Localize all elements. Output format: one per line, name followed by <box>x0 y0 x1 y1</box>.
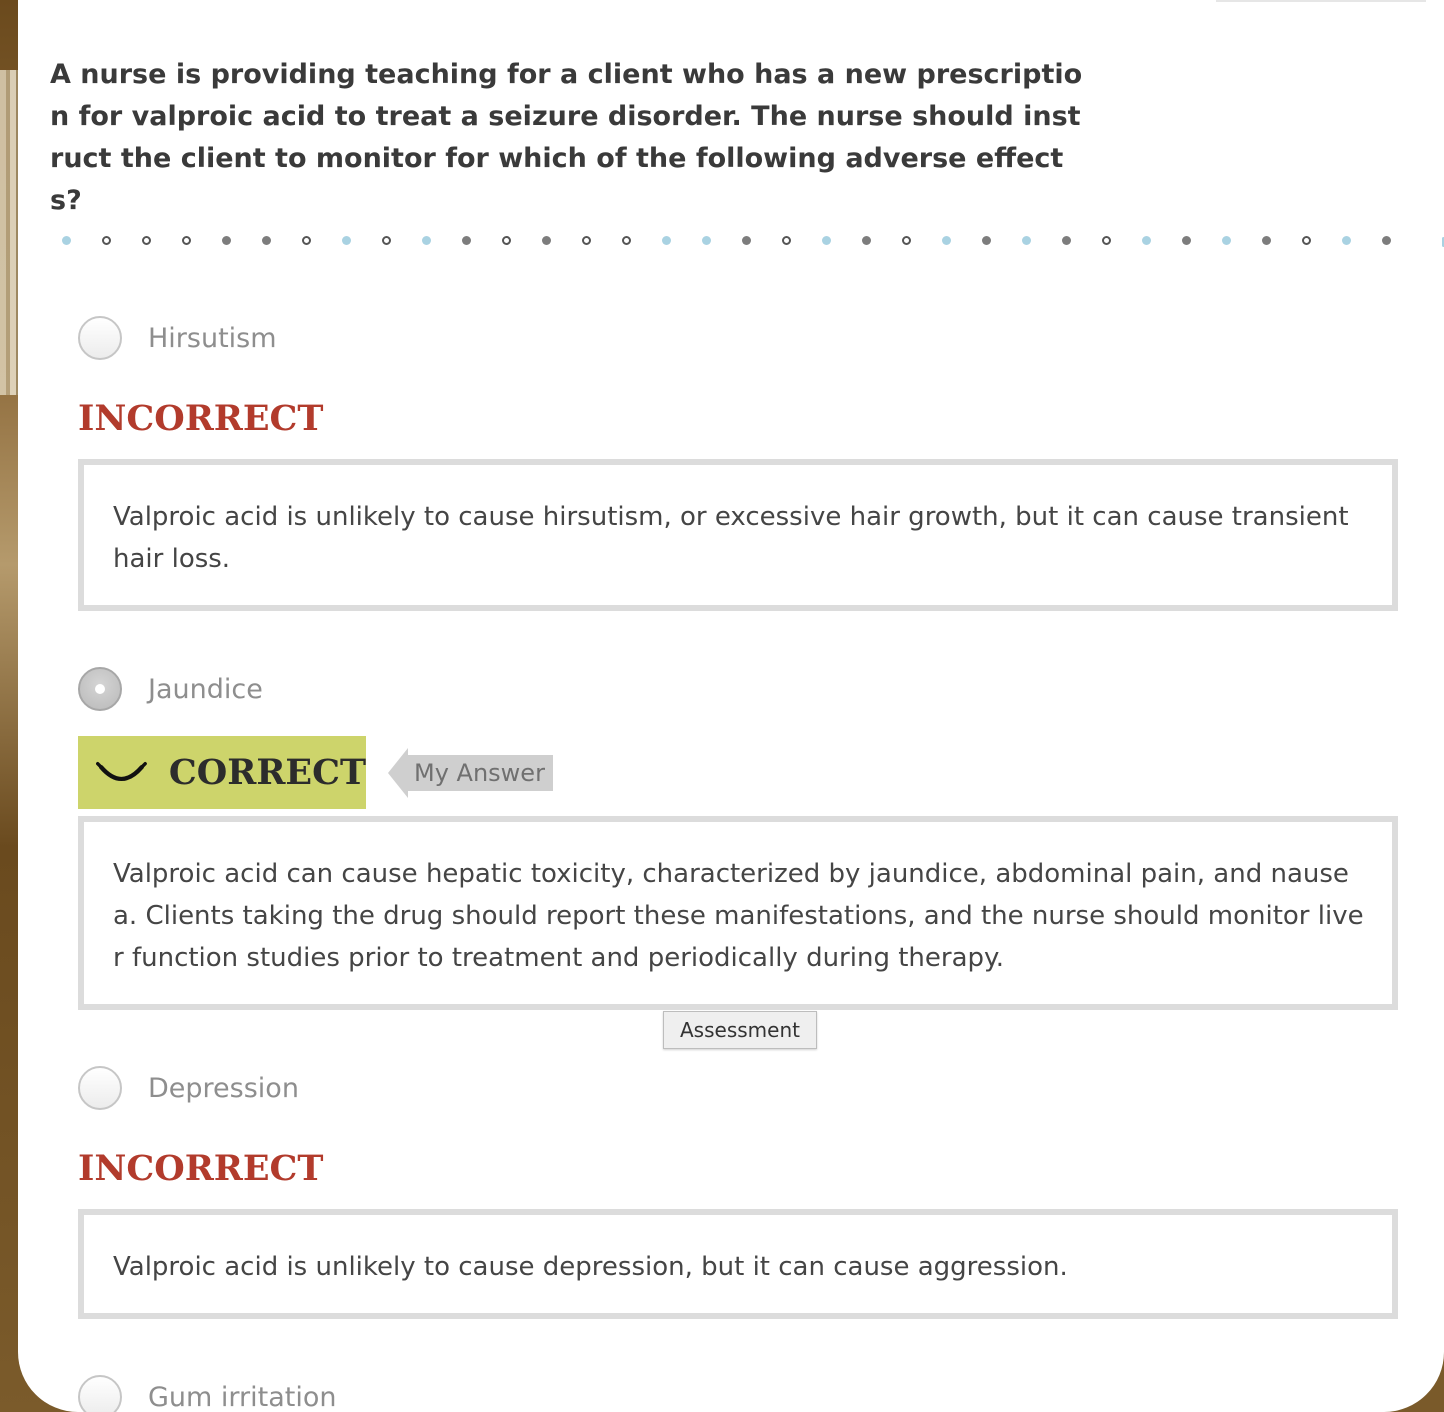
option-depression[interactable] <box>78 1065 299 1111</box>
option-gum-irritation[interactable] <box>78 1374 337 1412</box>
progress-dot[interactable] <box>622 236 631 245</box>
verdict-correct-banner <box>78 736 366 809</box>
progress-dot[interactable] <box>1302 236 1311 245</box>
verdict-correct: CORRECT <box>168 752 366 793</box>
progress-dot[interactable] <box>1022 236 1031 245</box>
progress-dot[interactable] <box>382 236 391 245</box>
progress-dots <box>62 233 1444 249</box>
progress-dot[interactable] <box>262 236 271 245</box>
option-jaundice[interactable] <box>78 666 263 712</box>
radio-depression[interactable] <box>78 1066 122 1110</box>
progress-dot[interactable] <box>142 236 151 245</box>
progress-dot[interactable] <box>342 236 351 245</box>
radio-hirsutism[interactable] <box>78 316 122 360</box>
progress-dot[interactable] <box>1182 236 1191 245</box>
progress-dot[interactable] <box>862 236 871 245</box>
option-label: Depression <box>148 1072 299 1104</box>
progress-dot[interactable] <box>662 236 671 245</box>
radio-jaundice-selected[interactable] <box>78 667 122 711</box>
progress-dot[interactable] <box>942 236 951 245</box>
option-label: Hirsutism <box>148 322 277 354</box>
verdict-incorrect: INCORRECT <box>78 398 324 439</box>
feedback-box: Valproic acid is unlikely to cause hirsutism, or excessive hair growth, but it can cause transient hair loss. <box>78 459 1398 611</box>
progress-dot[interactable] <box>1222 236 1231 245</box>
progress-dot[interactable] <box>902 236 911 245</box>
arrow-left-icon <box>388 748 408 798</box>
progress-dot[interactable] <box>1062 236 1071 245</box>
my-answer-tag <box>388 748 553 798</box>
question-text: A nurse is providing teaching for a client who has a new prescription for valproic acid to treat a seizure disorder. The nurse should instruct the client to monitor for which of the following adverse effects? <box>50 59 1083 216</box>
feedback-box: Valproic acid can cause hepatic toxicity, characterized by jaundice, abdominal pain, and nausea. Clients taking the drug should report these manifestations, and the nurse should monitor liver function studies prior to treatment and periodically during therapy. <box>78 816 1398 1010</box>
top-divider <box>1216 0 1426 2</box>
verdict-incorrect: INCORRECT <box>78 1148 324 1189</box>
question-card <box>18 0 1444 1412</box>
progress-dot[interactable] <box>222 236 231 245</box>
option-label: Jaundice <box>148 673 263 705</box>
radio-gum-irritation[interactable] <box>78 1375 122 1412</box>
progress-dot[interactable] <box>542 236 551 245</box>
progress-dot[interactable] <box>1142 236 1151 245</box>
progress-dot[interactable] <box>62 236 71 245</box>
progress-dot[interactable] <box>582 236 591 245</box>
progress-dot[interactable] <box>462 236 471 245</box>
progress-dot[interactable] <box>1342 236 1351 245</box>
radio-pip <box>95 684 105 694</box>
progress-dot[interactable] <box>502 236 511 245</box>
progress-dot[interactable] <box>1262 236 1271 245</box>
my-answer-label: My Answer <box>408 755 553 791</box>
smile-icon <box>96 756 147 790</box>
progress-dot[interactable] <box>302 236 311 245</box>
progress-dot[interactable] <box>102 236 111 245</box>
progress-dot[interactable] <box>982 236 991 245</box>
progress-dot[interactable] <box>422 236 431 245</box>
progress-dot[interactable] <box>1102 236 1111 245</box>
assessment-tooltip: Assessment <box>663 1011 817 1049</box>
progress-dot[interactable] <box>822 236 831 245</box>
progress-dot[interactable] <box>702 236 711 245</box>
option-hirsutism[interactable] <box>78 315 277 361</box>
feedback-box: Valproic acid is unlikely to cause depression, but it can cause aggression. <box>78 1209 1398 1319</box>
option-label: Gum irritation <box>148 1381 337 1412</box>
progress-dot[interactable] <box>1382 236 1391 245</box>
progress-dot[interactable] <box>782 236 791 245</box>
progress-dot[interactable] <box>742 236 751 245</box>
progress-dot[interactable] <box>182 236 191 245</box>
